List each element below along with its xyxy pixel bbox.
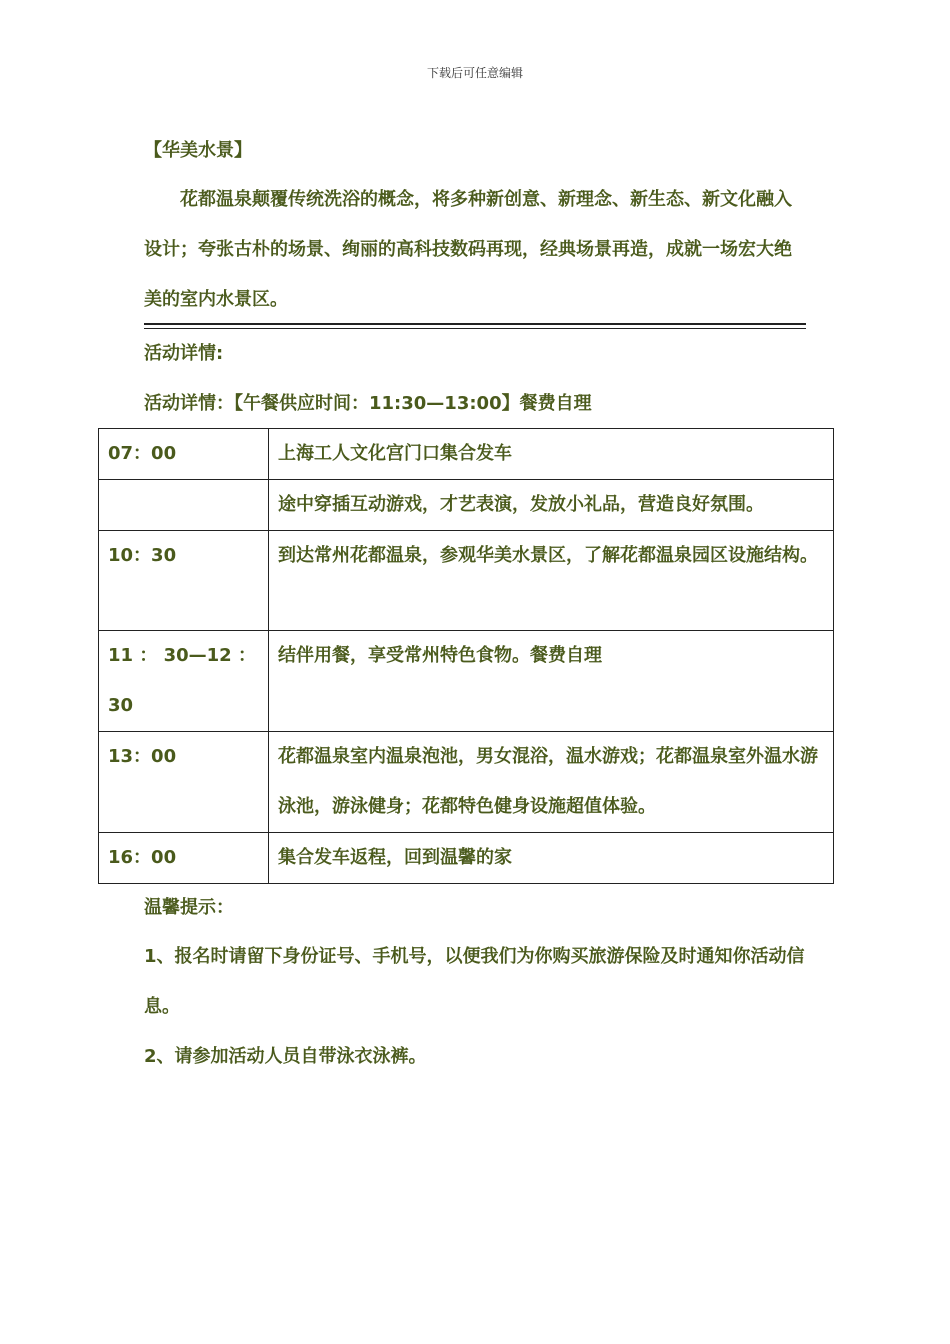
tip-item: 1、报名时请留下身份证号、手机号，以便我们为你购买旅游保险及时通知你活动信息。 [144, 946, 805, 1017]
header-note: 下载后可任意编辑 [426, 66, 523, 80]
tip-item: 2、请参加活动人员自带泳衣泳裤。 [144, 1046, 427, 1067]
schedule-time [99, 480, 269, 531]
schedule-desc: 花都温泉室内温泉泡池，男女混浴，温水游戏；花都温泉室外温水游泳池，游泳健身；花都特色健身设施超值体验。 [269, 732, 834, 833]
table-row [99, 531, 834, 631]
schedule-desc: 集合发车返程，回到温馨的家 [269, 833, 834, 884]
activity-label: 活动详情: [144, 343, 224, 364]
schedule-desc: 到达常州花都温泉，参观华美水景区，了解花都温泉园区设施结构。 [269, 531, 834, 631]
double-divider [144, 323, 806, 329]
schedule-desc: 结伴用餐，享受常州特色食物。餐费自理 [269, 631, 834, 732]
table-row [99, 732, 834, 833]
activity-detail: 活动详情：【午餐供应时间：11:30—13:00】餐费自理 [144, 393, 592, 414]
schedule-table [98, 428, 834, 884]
section-title: 【华美水景】 [144, 140, 252, 161]
table-row [99, 833, 834, 884]
schedule-time: 07：00 [99, 429, 269, 480]
intro-paragraph: 花都温泉颠覆传统洗浴的概念，将多种新创意、新理念、新生态、新文化融入设计；夸张古朴的场景、绚丽的高科技数码再现，经典场景再造，成就一场宏大绝美的室内水景区。 [144, 189, 792, 310]
schedule-time: 13：00 [99, 732, 269, 833]
schedule-desc: 上海工人文化宫门口集合发车 [269, 429, 834, 480]
table-row [99, 429, 834, 480]
table-row [99, 631, 834, 732]
schedule-desc: 途中穿插互动游戏，才艺表演，发放小礼品，营造良好氛围。 [269, 480, 834, 531]
schedule-time: 16：00 [99, 833, 269, 884]
schedule-time: 10：30 [99, 531, 269, 631]
tips-label: 温馨提示： [144, 897, 234, 918]
schedule-time: 11 ： 30—12 ： 30 [99, 631, 269, 732]
table-row [99, 480, 834, 531]
